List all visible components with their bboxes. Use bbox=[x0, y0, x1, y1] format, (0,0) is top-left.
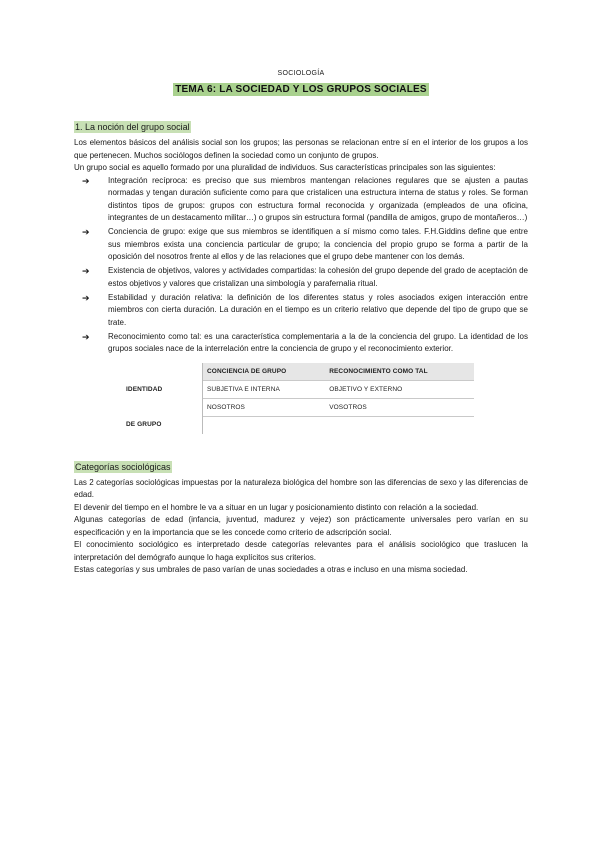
paragraph: Algunas categorías de edad (infancia, juventud, madurez y vejez) son prácticamente universales pero varían en su especificación y en la importancia que se les concede como criterio de adscripción social. bbox=[74, 515, 528, 537]
arrow-icon: ➔ bbox=[82, 227, 90, 237]
list-item-text: Existencia de objetivos, valores y actividades compartidas: la cohesión del grupo depende del grado de aceptación de estos objetivos y valores que cristalizan una simbología y parafernalia ritual. bbox=[108, 266, 528, 288]
table-label-identidad: IDENTIDAD bbox=[122, 380, 203, 398]
table-label-blank bbox=[122, 398, 203, 416]
identity-table bbox=[122, 363, 474, 434]
list-item-text: Estabilidad y duración relativa: la definición de los diferentes status y roles asociados exigen interacción entre miembros con cierta duración. La duración en el tiempo es un criterio relativo que depende del tipo de grupo que se trate. bbox=[108, 292, 528, 327]
list-item-text: Integración recíproca: es preciso que sus miembros mantengan relaciones regulares que se ajusten a pautas normadas y tengan duración suficiente como para que cristalicen una estructura interna de status y roles. Se forman distintos tipos de grupos: grupos con estructura formal reconocida y organizada (empleados de una oficina, integrantes de un destacamento militar…) o grupos sin estructura formal (pandilla de amigos, grupo de montañeros…) bbox=[108, 175, 528, 222]
section-heading bbox=[74, 461, 528, 473]
list-item-text: Reconocimiento como tal: es una característica complementaria a la de la conciencia del grupo. La identidad de los grupos sociales nace de la interrelación entre la conciencia de grupo y el reconocimiento exterior. bbox=[108, 331, 528, 353]
table-cell-empty bbox=[203, 416, 326, 434]
table-header-conciencia: CONCIENCIA DE GRUPO bbox=[203, 363, 326, 381]
table-label-de-grupo: DE GRUPO bbox=[122, 416, 203, 434]
paragraph: Un grupo social es aquello formado por una pluralidad de individuos. Sus características principales son las siguientes: bbox=[74, 163, 496, 172]
table-cell: SUBJETIVA E INTERNA bbox=[203, 380, 326, 398]
arrow-icon: ➔ bbox=[82, 292, 90, 303]
table-cell-empty bbox=[325, 416, 474, 434]
arrow-icon: ➔ bbox=[82, 175, 90, 186]
list-item bbox=[82, 331, 528, 356]
arrow-icon: ➔ bbox=[82, 266, 90, 276]
paragraph: El devenir del tiempo en el hombre le va a situar en un lugar y posicionamiento distinto con relación a la sociedad. bbox=[74, 502, 479, 512]
list-item bbox=[82, 226, 528, 264]
characteristics-list bbox=[74, 175, 528, 356]
list-item bbox=[82, 175, 528, 225]
subject-label: SOCIOLOGÍA bbox=[277, 70, 325, 77]
section-categories bbox=[74, 461, 528, 577]
arrow-icon: ➔ bbox=[82, 331, 90, 342]
document-title bbox=[74, 80, 528, 96]
paragraph: Los elementos básicos del análisis social son los grupos; las personas se relacionan entre sí en el interior de los grupos a los que pertenecen. Muchos sociólogos definen la sociedad como un conjunto de grupos. bbox=[74, 138, 528, 160]
table-cell: NOSOTROS bbox=[203, 398, 326, 416]
paragraph: Estas categorías y sus umbrales de paso varían de unas sociedades a otras e incluso en una misma sociedad. bbox=[74, 565, 468, 574]
table-corner bbox=[122, 363, 203, 381]
section-heading bbox=[74, 121, 528, 133]
paragraph: Las 2 categorías sociológicas impuestas por la naturaleza biológica del hombre son las diferencias de sexo y las diferencias de edad. bbox=[74, 477, 528, 499]
list-item bbox=[82, 292, 528, 330]
document-page bbox=[74, 70, 528, 577]
list-item-text: Conciencia de grupo: exige que sus miembros se identifiquen a sí mismo como tales. F.H.Giddins define que entre sus miembros exista una conciencia particular de grupo; la conciencia del propio grupo se forma a partir de la oposición del nosotros frente al ellos y de las relaciones que el grupo debe mantener con los demás. bbox=[108, 227, 528, 261]
table-cell: VOSOTROS bbox=[325, 398, 474, 416]
paragraph: El conocimiento sociológico es interpretado desde categorías relevantes para el análisis sociológico que traslucen la interpretación del demógrafo aunque lo haga explícitos sus criterios. bbox=[74, 540, 528, 562]
section-heading-text: 1. La noción del grupo social bbox=[75, 122, 190, 132]
table-header-reconocimiento: RECONOCIMIENTO COMO TAL bbox=[325, 363, 474, 381]
document-title-text: TEMA 6: LA SOCIEDAD Y LOS GRUPOS SOCIALES bbox=[175, 84, 427, 95]
list-item bbox=[82, 265, 528, 290]
table-cell: OBJETIVO Y EXTERNO bbox=[325, 380, 474, 398]
section-group-notion bbox=[74, 121, 528, 434]
section-heading-text: Categorías sociológicas bbox=[75, 461, 171, 472]
